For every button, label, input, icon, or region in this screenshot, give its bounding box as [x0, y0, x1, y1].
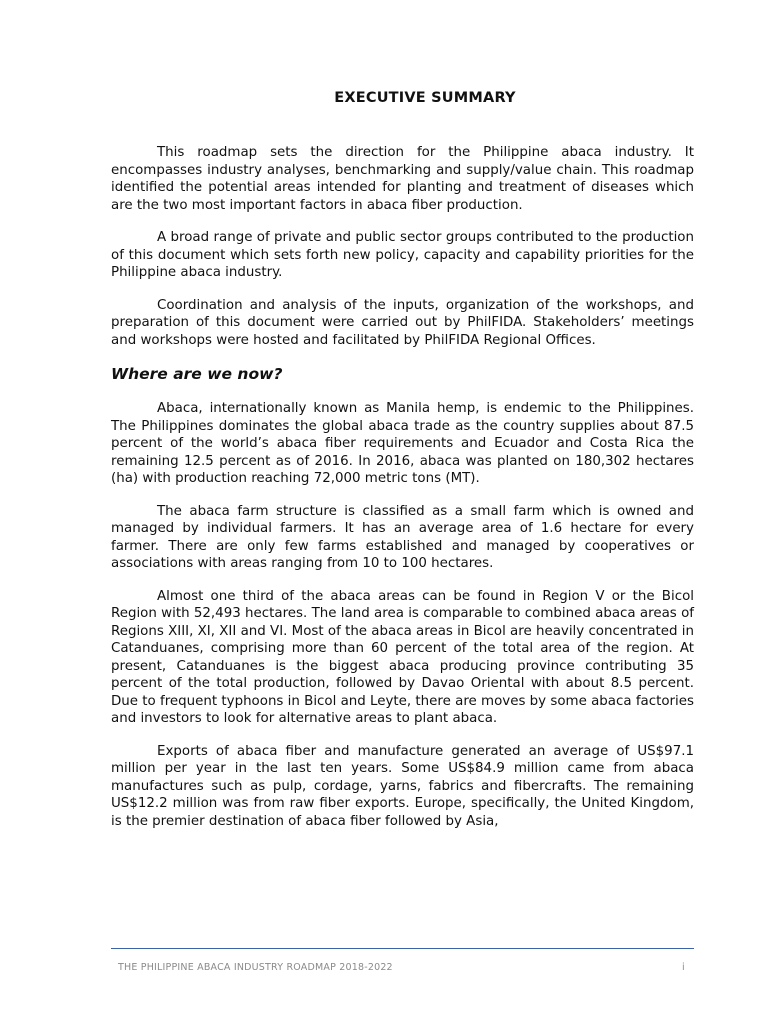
paragraph: Coordination and analysis of the inputs, organization of the workshops, and preparation of this document were carried out by PhilFIDA. Stakeholders’ meetings and workshops were hosted and facilitated by PhilFIDA Regional Offices.: [111, 297, 694, 348]
paragraph: A broad range of private and public sector groups contributed to the production of this document which sets forth new policy, capacity and capability priorities for the Philippine abaca industry.: [111, 230, 694, 280]
section-heading: Where are we now?: [111, 365, 283, 383]
paragraph: The abaca farm structure is classified as a small farm which is owned and managed by individual farmers. It has an average area of 1.6 hectare for every farmer. There are only few farms established and managed by cooperatives or associations with areas ranging from 10 to 100 hectares.: [111, 503, 694, 571]
paragraph: Almost one third of the abaca areas can be found in Region V or the Bicol Region with 52,493 hectares. The land area is comparable to combined abaca areas of Regions XIII, XI, XII and VI. Most of the abaca areas in Bicol are heavily concentrated in Catanduanes, comprising more than 60 percent of the total area of the region. At present, Catanduanes is the biggest abaca producing province contributing 35 percent of the total production, followed by Davao Oriental with about 8.5 percent. Due to frequent typhoons in Bicol and Leyte, there are moves by some abaca factories and investors to look for alternative areas to plant abaca.: [111, 588, 694, 726]
footer-running-title: THE PHILIPPINE ABACA INDUSTRY ROADMAP 2018-2022: [118, 962, 393, 973]
paragraph: Abaca, internationally known as Manila hemp, is endemic to the Philippines. The Philippines dominates the global abaca trade as the country supplies about 87.5 percent of the world’s abaca fiber requirements and Ecuador and Costa Rica the remaining 12.5 percent as of 2016. In 2016, abaca was planted on 180,302 hectares (ha) with production reaching 72,000 metric tons (MT).: [111, 401, 694, 486]
page-title: EXECUTIVE SUMMARY: [334, 90, 516, 106]
paragraph: Exports of abaca fiber and manufacture generated an average of US$97.1 million per year in the last ten years. Some US$84.9 million came from abaca manufactures such as pulp, cordage, yarns, fabrics and fibercrafts. The remaining US$12.2 million was from raw fiber exports. Europe, specifically, the United Kingdom, is the premier destination of abaca fiber followed by Asia,: [111, 743, 694, 829]
footer-page-number: i: [682, 962, 685, 973]
document-body: [111, 144, 694, 845]
footer-divider: [111, 948, 694, 949]
paragraph: This roadmap sets the direction for the Philippine abaca industry. It encompasses industry analyses, benchmarking and supply/value chain. This roadmap identified the potential areas intended for planting and treatment of diseases which are the two most important factors in abaca fiber production.: [111, 145, 694, 213]
